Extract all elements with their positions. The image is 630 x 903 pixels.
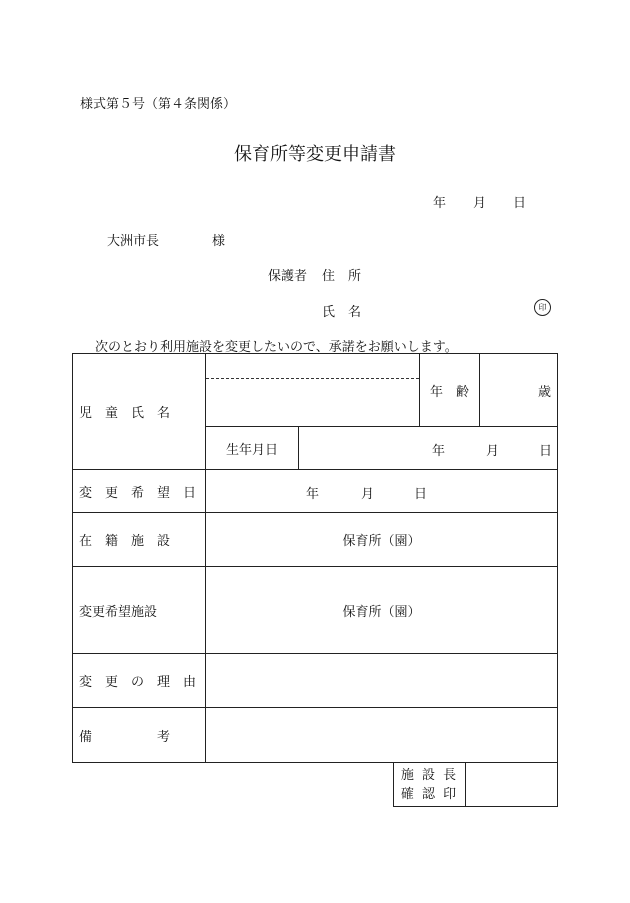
confirm-seal-field[interactable] [466, 763, 558, 807]
confirm-label-line1: 施 設 長 [400, 767, 459, 783]
desired-facility-suffix: 保育所（園） [342, 604, 421, 620]
age-field[interactable] [480, 354, 558, 427]
reason-label: 変 更 の 理 由 [73, 654, 206, 708]
confirm-label [394, 763, 466, 807]
change-date-day: 日 [414, 487, 428, 502]
birthdate-label: 生年月日 [206, 427, 299, 470]
birthdate-day: 日 [539, 444, 553, 459]
seal-icon: 印 [534, 299, 551, 316]
age-unit: 歳 [537, 384, 551, 400]
furigana-line [206, 354, 419, 379]
addressee-honorific: 様 [212, 234, 226, 249]
current-facility-label: 在 籍 施 設 [73, 513, 206, 567]
address-label: 住 所 [322, 269, 362, 284]
date-day: 日 [513, 196, 527, 211]
confirmation-box [393, 762, 558, 807]
child-name-label: 児 童 氏 名 [73, 354, 206, 470]
remarks-label: 備 考 [73, 708, 206, 763]
age-label: 年 齢 [420, 354, 480, 427]
current-facility-suffix: 保育所（園） [342, 534, 421, 549]
page-title: 保育所等変更申請書 [234, 144, 396, 165]
change-date-label: 変 更 希 望 日 [73, 470, 206, 513]
name-label: 氏 名 [322, 305, 362, 320]
remarks-field[interactable] [206, 708, 558, 763]
change-date-month: 月 [361, 487, 375, 502]
child-name-field[interactable] [206, 354, 420, 427]
birthdate-month: 月 [486, 444, 500, 459]
desired-facility-label: 変更希望施設 [73, 567, 206, 654]
addressee-name: 大洲市長 [107, 234, 160, 249]
guardian-label: 保護者 [268, 269, 308, 284]
form-number: 様式第５号（第４条関係） [80, 97, 237, 112]
birthdate-year: 年 [432, 444, 446, 459]
date-month: 月 [473, 196, 487, 211]
change-date-field[interactable] [206, 470, 558, 513]
intro-text: 次のとおり利用施設を変更したいので、承諾をお願いします。 [95, 340, 458, 355]
application-table [72, 353, 558, 763]
date-year: 年 [433, 196, 447, 211]
confirm-label-line2: 確 認 印 [400, 786, 459, 802]
desired-facility-field[interactable] [206, 567, 558, 654]
current-facility-field[interactable] [206, 513, 558, 567]
reason-field[interactable] [206, 654, 558, 708]
birthdate-field[interactable] [299, 427, 558, 470]
change-date-year: 年 [306, 487, 320, 502]
